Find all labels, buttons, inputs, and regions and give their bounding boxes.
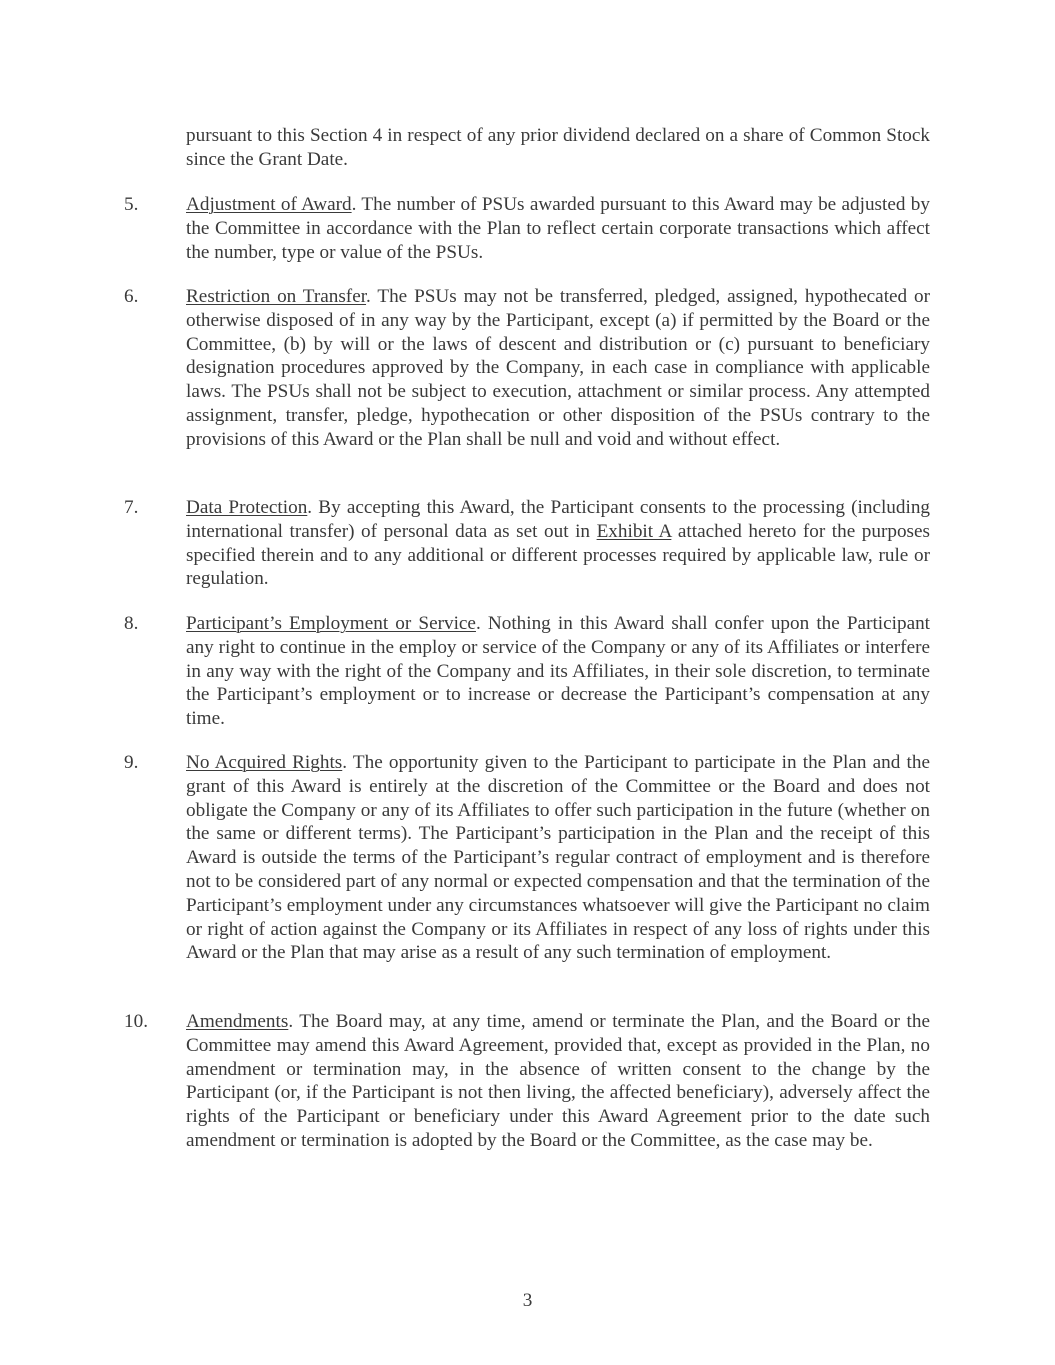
section-body xyxy=(186,751,930,965)
section-9 xyxy=(124,751,930,965)
section-10 xyxy=(124,1010,930,1153)
section-text: . The Board may, at any time, amend or terminate the Plan, and the Board or the Committee may amend this Award Agreement, provided that, except as provided in the Plan, no amendment or termination may, in the absence of written consent to the change by the Participant (or, if the Participant is not then living, the affected beneficiary), adversely affect the rights of the Participant or beneficiary under this Award Agreement prior to the date such amendment or termination is adopted by the Board or the Committee, as the case may be. xyxy=(186,1011,930,1151)
section-number: 7. xyxy=(124,497,139,518)
section-number: 8. xyxy=(124,613,139,634)
section-5 xyxy=(124,193,930,264)
section-6 xyxy=(124,285,930,452)
section-text: . The opportunity given to the Participant to participate in the Plan and the grant of this Award is entirely at the discretion of the Committee or the Board and does not obligate the Company or any of its Affiliates to offer such participation in the future (whether on the same or different terms). The Participant’s participation in the Plan and the receipt of this Award is outside the terms of the Participant’s regular contract of employment and is therefore not to be considered part of any normal or expected compensation and that the termination of the Participant’s employment under any circumstances whatsoever will give the Participant no claim or right of action against the Company or its Affiliates in respect of any loss of rights under this Award or the Plan that may arise as a result of any such termination of employment. xyxy=(186,752,930,964)
section-body xyxy=(186,612,930,731)
section-number: 6. xyxy=(124,286,139,307)
section-heading: Adjustment of Award xyxy=(186,194,352,215)
section-text: . By accepting this Award, the Participant consents to the processing (including international transfer) of personal data as set out in xyxy=(186,497,931,542)
section-text: . The PSUs may not be transferred, pledged, assigned, hypothecated or otherwise disposed of in any way by the Participant, except (a) if permitted by the Board or the Committee, (b) by will or the laws of descent and distribution or (c) pursuant to beneficiary designation procedures approved by the Company, in each case in compliance with applicable laws. The PSUs shall not be subject to execution, attachment or similar process. Any attempted assignment, transfer, pledge, hypothecation or other disposition of the PSUs contrary to the provisions of this Award or the Plan shall be null and void and without effect. xyxy=(186,286,930,450)
section-text: . Nothing in this Award shall confer upon the Participant any right to continue in the employ or service of the Company or any of its Affiliates or interfere in any way with the right of the Company and its Affiliates, in their sole discretion, to terminate the Participant’s employment or to increase or decrease the Participant’s compensation at any time. xyxy=(186,613,931,730)
section-8 xyxy=(124,612,930,731)
section-heading: Participant’s Employment or Service xyxy=(186,613,476,634)
section-number: 10. xyxy=(124,1011,148,1032)
section-7 xyxy=(124,496,930,591)
section-heading: Amendments xyxy=(186,1011,289,1032)
section-body xyxy=(186,193,930,264)
section-number: 5. xyxy=(124,194,139,215)
page-number: 3 xyxy=(522,1290,533,1311)
section-body xyxy=(186,285,930,452)
section-text: attached hereto for the purposes specified therein and to any additional or different processes required by applicable law, rule or regulation. xyxy=(186,520,930,590)
continuation-paragraph xyxy=(186,124,930,172)
section-body xyxy=(186,1010,930,1153)
section-heading: Data Protection xyxy=(186,497,308,518)
exhibit-a-link[interactable]: Exhibit A xyxy=(596,520,672,542)
section-heading: Restriction on Transfer xyxy=(186,286,367,307)
section-number: 9. xyxy=(124,752,139,773)
section-heading: No Acquired Rights xyxy=(186,752,343,773)
continuation-text: pursuant to this Section 4 in respect of any prior dividend declared on a share of Common Stock since the Grant Date. xyxy=(186,125,930,170)
section-text: . The number of PSUs awarded pursuant to this Award may be adjusted by the Committee in accordance with the Plan to reflect certain corporate transactions which affect the number, type or value of the PSUs. xyxy=(186,194,930,263)
section-body xyxy=(186,496,930,591)
